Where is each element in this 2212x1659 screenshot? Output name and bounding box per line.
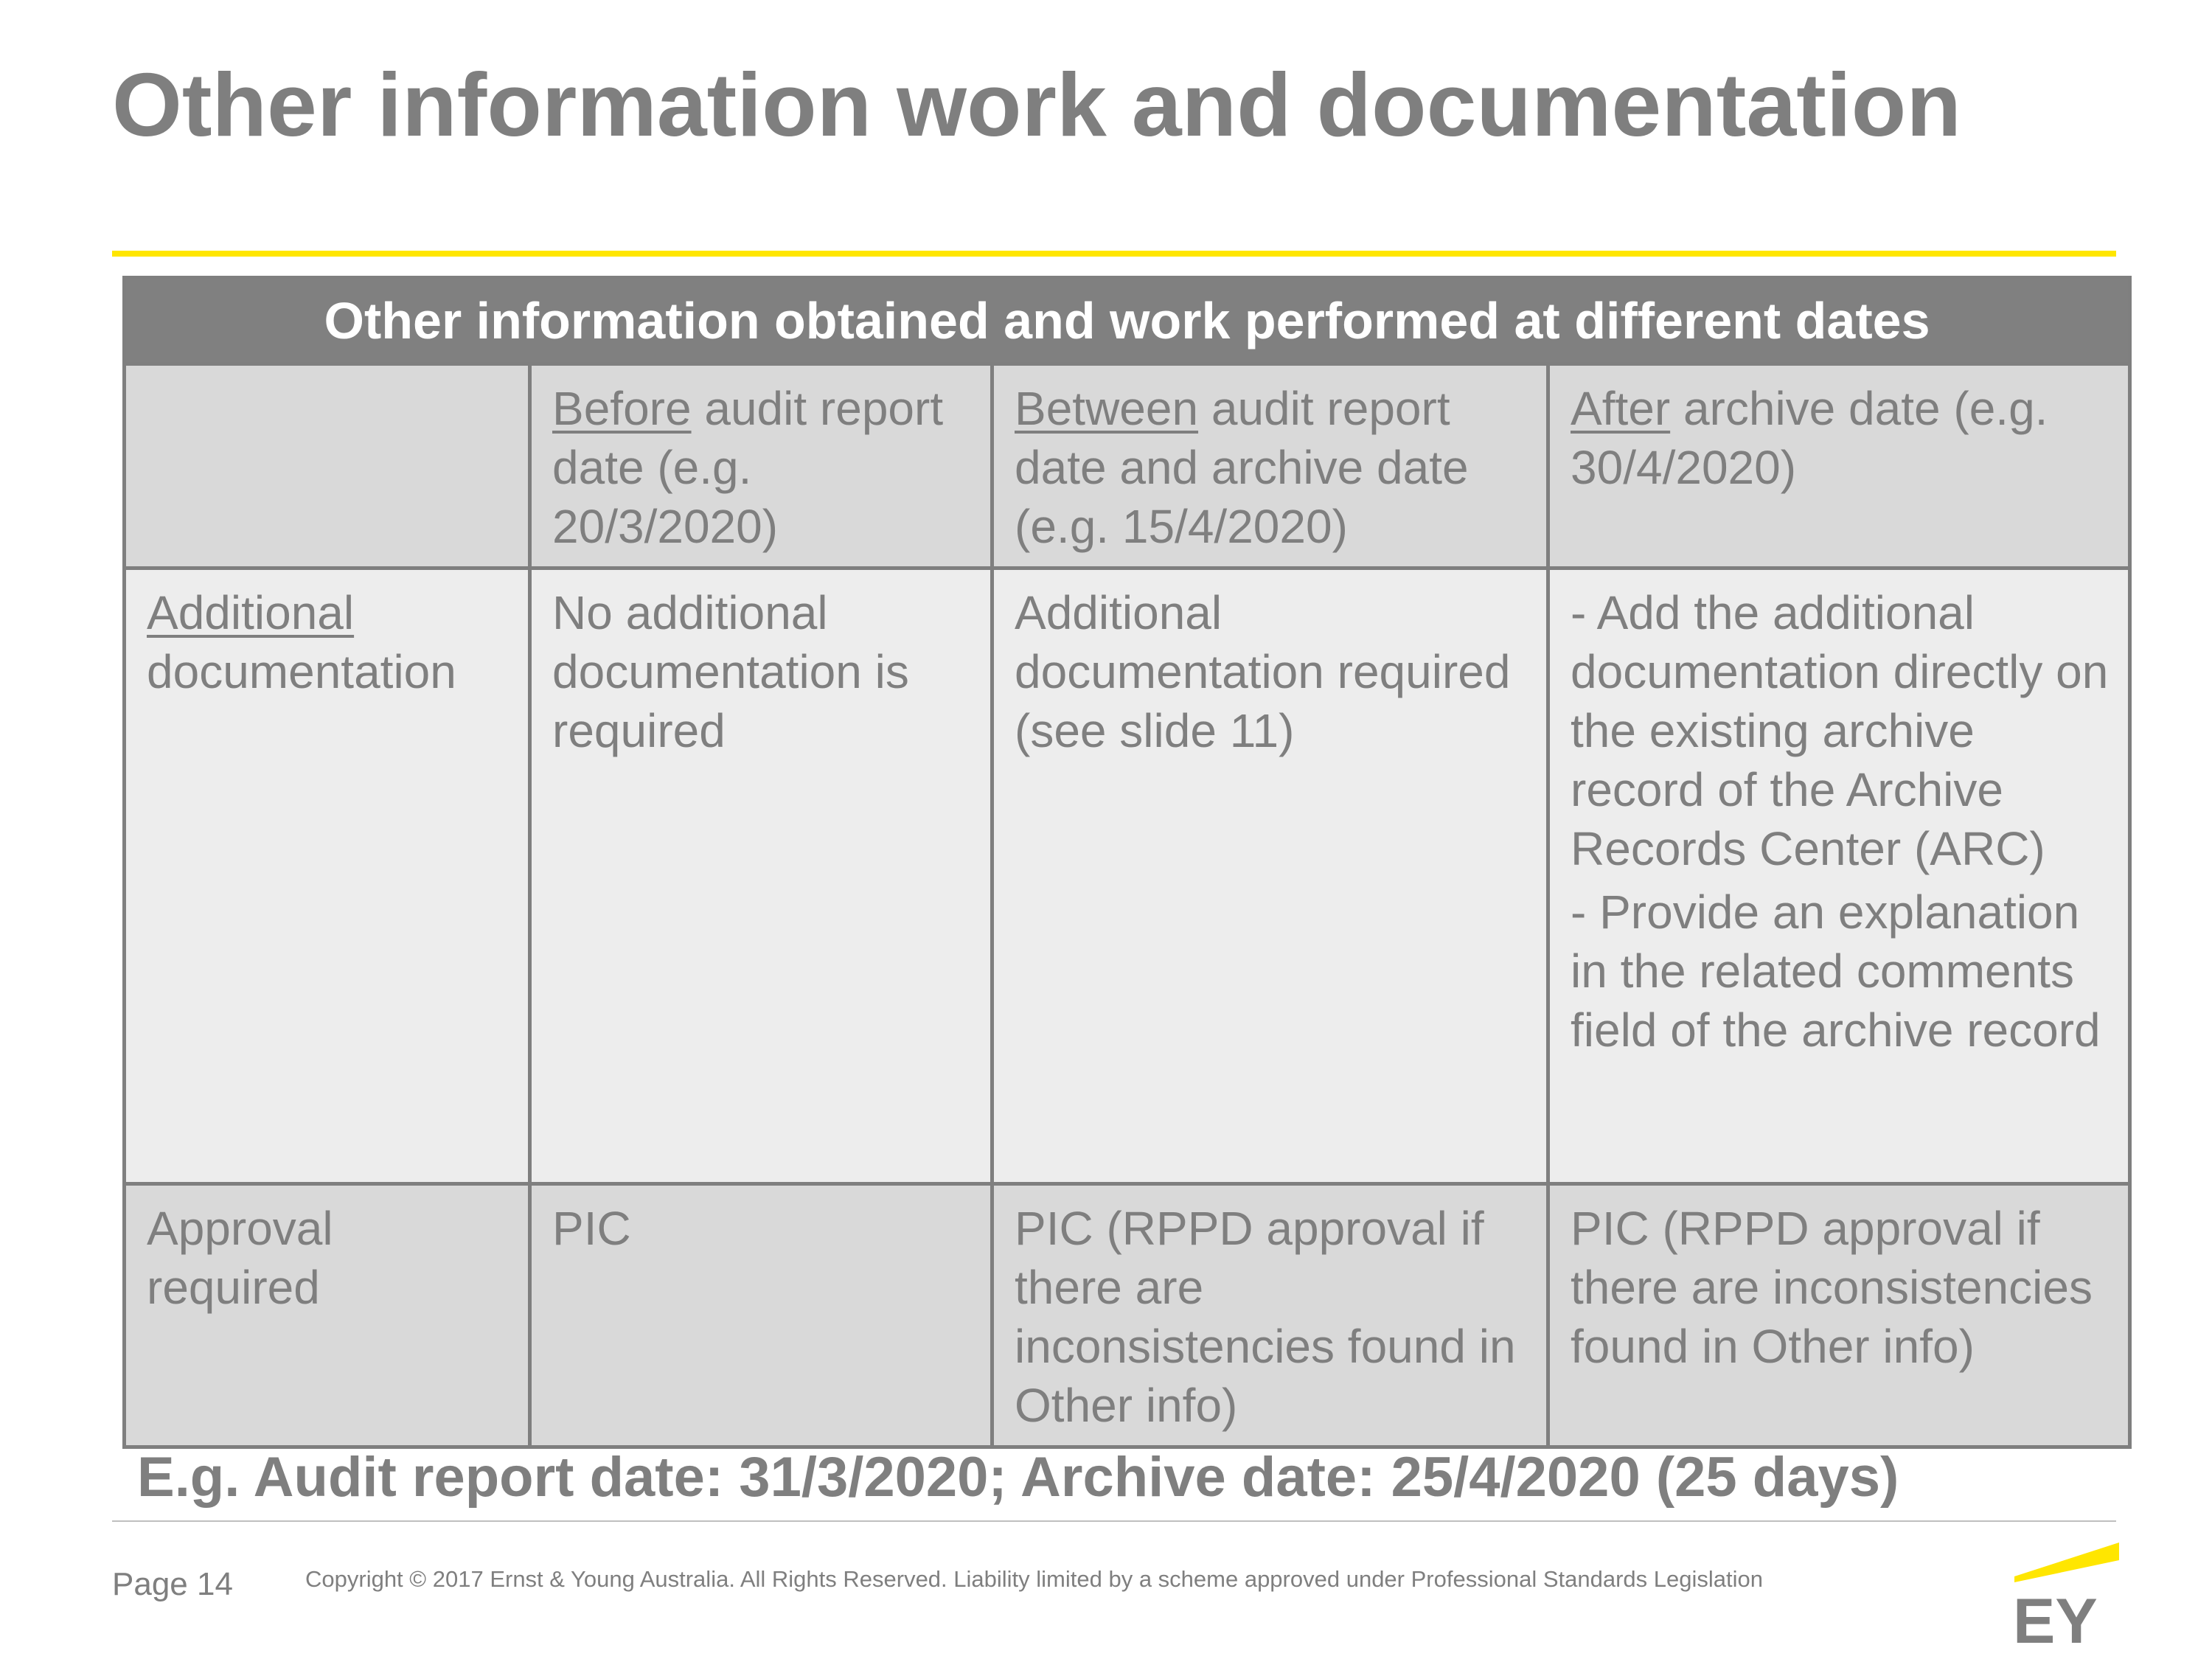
header-after-text: archive date (e.g. 30/4/2020) [1571, 382, 2048, 494]
row-label-documentation-keyword: Additional [147, 586, 355, 639]
ey-logo-icon [2011, 1538, 2122, 1649]
header-cell-before [530, 364, 992, 568]
header-before-keyword: Before [552, 382, 692, 435]
approval-after-cell: PIC (RPPD approval if there are inconsistencies found in Other info) [1548, 1184, 2130, 1447]
row-label-documentation [125, 568, 530, 1184]
table-header-row [125, 364, 2130, 568]
table-row-approval [125, 1184, 2130, 1447]
dates-table [122, 276, 2132, 1449]
row-label-documentation-text: documentation [147, 645, 456, 698]
copyright-notice: Copyright © 2017 Ernst & Young Australia. All Rights Reserved. Liability limited by a scheme approved under Professional Standards Legislation [305, 1566, 1763, 1592]
header-after-keyword: After [1571, 382, 1671, 435]
header-between-text: audit report date and archive date (e.g. 15/4/2020) [1015, 382, 1469, 553]
header-cell-after [1548, 364, 2130, 568]
header-between-keyword: Between [1015, 382, 1199, 435]
table-row-documentation [125, 568, 2130, 1184]
documentation-after-cell [1548, 568, 2130, 1184]
row-label-approval: Approval required [125, 1184, 530, 1447]
logo-yellow-beam [2014, 1543, 2119, 1582]
header-before-text: audit report date (e.g. 20/3/2020) [552, 382, 944, 553]
table-banner: Other information obtained and work performed at different dates [125, 278, 2130, 364]
documentation-before-cell: No additional documentation is required [530, 568, 992, 1184]
approval-between-cell: PIC (RPPD approval if there are inconsistencies found in Other info) [992, 1184, 1548, 1447]
documentation-between-cell: Additional documentation required (see slide 11) [992, 568, 1548, 1184]
header-cell-between [992, 364, 1548, 568]
approval-before-cell: PIC [530, 1184, 992, 1447]
slide-title: Other information work and documentation [112, 55, 1961, 155]
logo-wordmark: EY [2013, 1586, 2098, 1649]
title-underline [112, 251, 2116, 257]
page-number: Page 14 [112, 1566, 233, 1602]
footer-divider [112, 1520, 2116, 1522]
documentation-after-line-1: - Add the additional documentation directly on the existing archive record of the Archive Records Center (ARC) [1571, 586, 2109, 875]
header-cell-empty [125, 364, 530, 568]
documentation-after-line-2: - Provide an explanation in the related comments field of the archive record [1571, 886, 2101, 1057]
example-note: E.g. Audit report date: 31/3/2020; Archive date: 25/4/2020 (25 days) [137, 1446, 1899, 1509]
